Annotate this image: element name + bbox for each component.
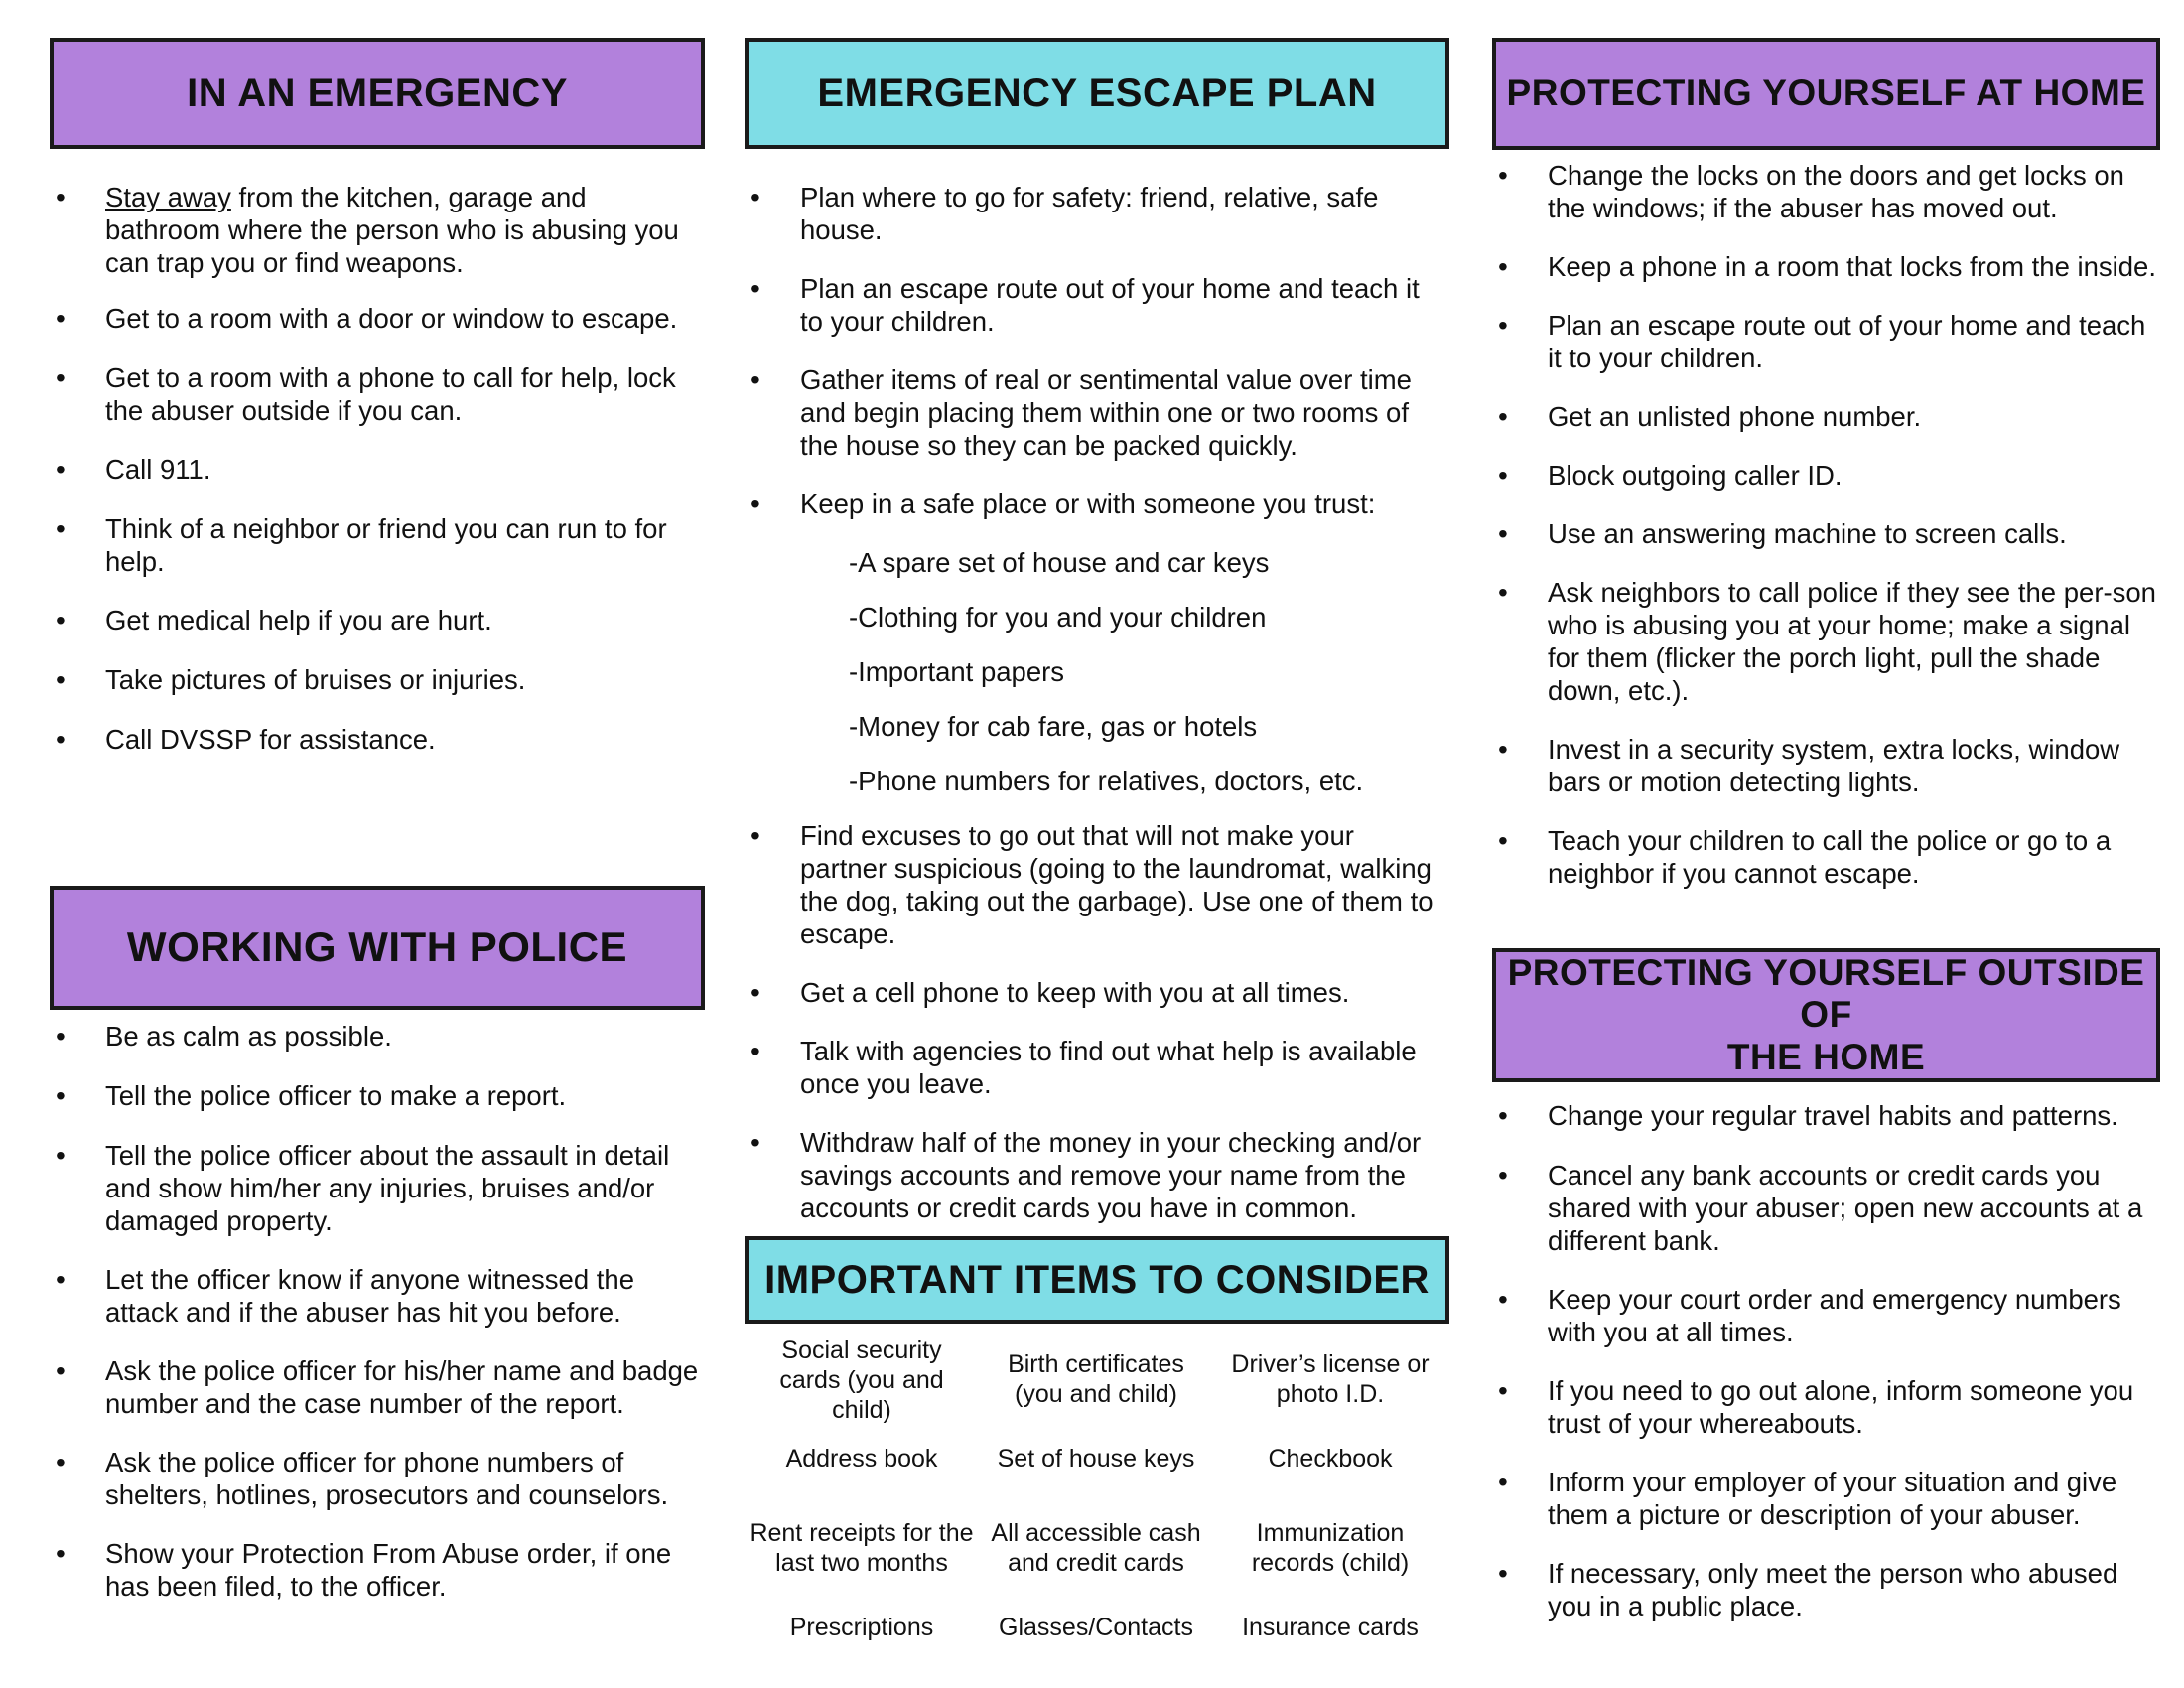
- list-item: • Tell the police officer about the assault in detail and show him/her any injuries, bruises and/or damaged property.: [50, 1139, 700, 1237]
- grid-cell: All accessible cash and credit cards: [991, 1519, 1201, 1577]
- list-item: • If necessary, only meet the person who abused you in a public place.: [1492, 1557, 2162, 1622]
- list-item: • Ask the police officer for his/her name and badge number and the case number of the report.: [50, 1354, 700, 1420]
- sub-item: -Important papers: [849, 656, 1065, 687]
- list-item: • Cancel any bank accounts or credit cards you shared with your abuser; open new accounts at a different bank.: [1492, 1159, 2162, 1257]
- protecting-at-home-heading: [1492, 38, 2160, 150]
- heading-text: IN AN EMERGENCY: [187, 71, 568, 115]
- list-item: • Get a cell phone to keep with you at all times.: [745, 976, 1444, 1009]
- list-item: • Get to a room with a door or window to escape.: [50, 302, 700, 335]
- heading-text: EMERGENCY ESCAPE PLAN: [817, 71, 1377, 115]
- list-item: • Let the officer know if anyone witnessed the attack and if the abuser has hit you before.: [50, 1263, 700, 1329]
- list-item: • If you need to go out alone, inform someone you trust of your whereabouts.: [1492, 1374, 2162, 1440]
- heading-text: PROTECTING YOURSELF AT HOME: [1506, 72, 2146, 114]
- list-item: • Withdraw half of the money in your checking and/or savings accounts and remove your name from the accounts or credit cards you have in common.: [745, 1126, 1444, 1224]
- emergency-list: [50, 181, 700, 781]
- grid-cell: Driver’s license or photo I.D.: [1231, 1350, 1430, 1408]
- list-item: • Keep in a safe place or with someone you trust:: [745, 488, 1444, 520]
- list-item: • Get medical help if you are hurt.: [50, 604, 700, 636]
- list-item: • Change the locks on the doors and get locks on the windows; if the abuser has moved out.: [1492, 159, 2162, 224]
- sub-item: -A spare set of house and car keys: [849, 547, 1270, 578]
- list-item: • Call 911.: [50, 453, 700, 486]
- grid-cell: Glasses/Contacts: [999, 1614, 1193, 1641]
- home-protection-list: [1492, 159, 2162, 915]
- sub-item: -Clothing for you and your children: [849, 602, 1267, 633]
- grid-cell: Insurance cards: [1242, 1614, 1419, 1641]
- protecting-outside-home-heading: [1492, 948, 2160, 1082]
- police-list: [50, 1020, 700, 1628]
- sub-item: -Phone numbers for relatives, doctors, etc.: [849, 766, 1364, 796]
- escape-plan-list: [745, 181, 1444, 1250]
- important-items-grid: [745, 1336, 1449, 1641]
- list-item: • Find excuses to go out that will not make your partner suspicious (going to the laundromat, walking the dog, taking out the garbage). Use one of them to escape.: [745, 819, 1444, 950]
- list-item: • Ask neighbors to call police if they see the per-son who is abusing you at your home; make a signal for them (flicker the porch light, pull the shade down, etc.).: [1492, 576, 2162, 707]
- list-item: • Plan an escape route out of your home and teach it to your children.: [745, 272, 1444, 338]
- grid-cell: Social security cards (you and child): [779, 1336, 944, 1424]
- in-an-emergency-heading: [50, 38, 705, 149]
- list-item: • Take pictures of bruises or injuries.: [50, 663, 700, 696]
- list-item: • Keep a phone in a room that locks from the inside.: [1492, 250, 2162, 283]
- grid-cell: Rent receipts for the last two months: [750, 1519, 974, 1577]
- grid-cell: Prescriptions: [789, 1614, 934, 1641]
- outside-protection-list: [1492, 1099, 2162, 1648]
- list-item: • Inform your employer of your situation and give them a picture or description of your abuser.: [1492, 1466, 2162, 1531]
- heading-text-line-1: PROTECTING YOURSELF OUTSIDE OF: [1507, 951, 2145, 1036]
- list-item: • Think of a neighbor or friend you can run to for help.: [50, 512, 700, 578]
- list-item: • Talk with agencies to find out what help is available once you leave.: [745, 1035, 1444, 1100]
- list-item: • Tell the police officer to make a report.: [50, 1079, 700, 1112]
- grid-cell: Set of house keys: [997, 1445, 1195, 1473]
- list-item: • Invest in a security system, extra locks, window bars or motion detecting lights.: [1492, 733, 2162, 798]
- heading-text: IMPORTANT ITEMS TO CONSIDER: [764, 1258, 1430, 1302]
- grid-cell: Checkbook: [1268, 1445, 1393, 1473]
- list-item: • Get to a room with a phone to call for help, lock the abuser outside if you can.: [50, 361, 700, 427]
- list-item: • Ask the police officer for phone numbers of shelters, hotlines, prosecutors and counselors.: [50, 1446, 700, 1511]
- important-items-heading: [745, 1236, 1449, 1324]
- list-item: • Be as calm as possible.: [50, 1020, 700, 1053]
- list-item: • Call DVSSP for assistance.: [50, 723, 700, 756]
- emergency-escape-plan-heading: [745, 38, 1449, 149]
- list-item-text: from the kitchen, garage and bathroom where the person who is abusing you can trap you or find weapons.: [105, 182, 679, 278]
- working-with-police-heading: [50, 886, 705, 1010]
- list-item: • Change your regular travel habits and patterns.: [1492, 1099, 2162, 1132]
- list-item: • Block outgoing caller ID.: [1492, 459, 2162, 492]
- list-item: • Gather items of real or sentimental value over time and begin placing them within one or two rooms of the house so they can be packed quickly.: [745, 363, 1444, 462]
- list-item: • Keep your court order and emergency numbers with you at all times.: [1492, 1283, 2162, 1348]
- list-item: [50, 181, 700, 279]
- list-item: • Plan where to go for safety: friend, relative, safe house.: [745, 181, 1444, 246]
- heading-text: WORKING WITH POLICE: [126, 923, 628, 971]
- list-item: • Teach your children to call the police or go to a neighbor if you cannot escape.: [1492, 824, 2162, 890]
- grid-cell: Address book: [785, 1445, 938, 1473]
- stay-away-emphasis: Stay away: [105, 182, 231, 212]
- sub-item: -Money for cab fare, gas or hotels: [849, 711, 1258, 742]
- list-item: • Get an unlisted phone number.: [1492, 400, 2162, 433]
- heading-text-line-2: THE HOME: [1726, 1036, 1926, 1077]
- grid-cell: Birth certificates (you and child): [1008, 1350, 1184, 1408]
- list-item: • Plan an escape route out of your home and teach it to your children.: [1492, 309, 2162, 374]
- list-item: • Use an answering machine to screen calls.: [1492, 517, 2162, 550]
- list-item: • Show your Protection From Abuse order, if one has been filed, to the officer.: [50, 1537, 700, 1603]
- grid-cell: Immunization records (child): [1251, 1519, 1410, 1577]
